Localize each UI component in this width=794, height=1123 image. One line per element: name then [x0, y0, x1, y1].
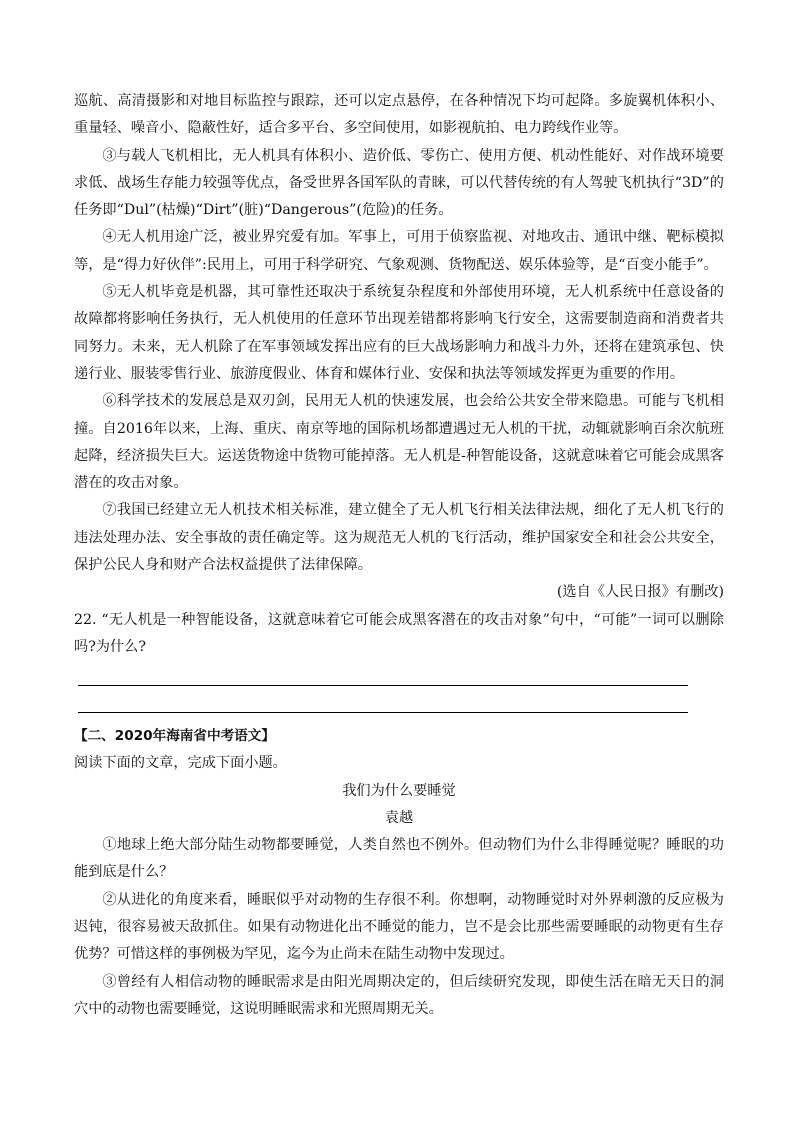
question-22: 22. “无人机是一种智能设备，这就意味着它可能会成黑客潜在的攻击对象”句中，“可能”一词可以删除吗?为什么? — [74, 611, 724, 655]
article2-title: 我们为什么要睡觉 — [342, 782, 456, 799]
answer-spacer — [74, 661, 724, 685]
article1-paragraph-6: ⑥科学技术的发展总是双刃剑，民用无人机的快速发展，也会给公共安全带来隐患。可能与飞机相撞。自2016年以来，上海、重庆、南京等地的国际机场都遭遇过无人机的干扰，动辄就影响百余次航班起降，经济损失巨大。运送货物途中货物可能掉落。无人机是-种智能设备，这就意味着它可能会成黑客潜在的攻击对象。 — [74, 393, 724, 492]
article2-paragraph-1: ①地球上绝大部分陆生动物都要睡觉，人类自然也不例外。但动物们为什么非得睡觉呢？睡眠的功能到底是什么？ — [74, 837, 724, 881]
article1-paragraph-4: ④无人机用途广泛，被业界究爱有加。军事上，可用于侦察监视、对地攻击、通讯中继、靶标模拟等，是“得力好伙伴”:民用上，可用于科学研究、气象观测、货物配送、娱乐体验等，是“百变小能手”。 — [74, 229, 724, 273]
answer-spacer-2 — [74, 686, 724, 712]
article2-paragraph-3: ③曾经有人相信动物的睡眠需求是由阳光周期决定的，但后续研究发现，即使生活在暗无天日的洞穴中的动物也需要睡觉，这说明睡眠需求和光照周期无关。 — [74, 973, 724, 1017]
document-page — [74, 88, 724, 1023]
article1-source: (选自《人民日报》有删改) — [556, 584, 724, 601]
section-spacer — [74, 713, 724, 723]
article2-author: 袁越 — [384, 809, 414, 826]
section2-instruction: 阅读下面的文章，完成下面小题。 — [74, 755, 287, 772]
article1-intro-paragraph: 巡航、高清摄影和对地目标监控与跟踪，还可以定点悬停，在各种情况下均可起降。多旋翼机体积小、重量轻、噪音小、隐蔽性好，适合多平台、多空间使用，如影视航拍、电力跨线作业等。 — [74, 93, 724, 137]
article1-paragraph-5: ⑤无人机毕竟是机器，其可靠性还取决于系统复杂程度和外部使用环境，无人机系统中任意设备的故障都将影响任务执行，无人机使用的任意环节出现差错都将影响飞行安全，这需要制造商和消费者共同努力。未来，无人机除了在军事领域发挥出应有的巨大战场影响力和战斗力外，还将在建筑承包、快递行业、服装零售行业、旅游度假业、体育和媒体行业、安保和执法等领域发挥更为重要的作用。 — [74, 284, 724, 382]
article1-paragraph-3: ③与载人飞机相比，无人机具有体积小、造价低、零伤亡、使用方便、机动性能好、对作战环境要求低、战场生存能力较强等优点，备受世界各国军队的青睐，可以代替传统的有人驾驶飞机执行“3D”的任务即“Dul”(枯燥)“Dirt”(脏)“Dangerous”(危险)的任务。 — [74, 147, 724, 219]
article2-paragraph-2: ②从进化的角度来看，睡眠似乎对动物的生存很不利。你想啊，动物睡觉时对外界刺激的反应极为迟钝，很容易被天敌抓住。如果有动物进化出不睡觉的能力，岂不是会比那些需要睡眠的动物更有生存优势？可惜这样的事例极为罕见，迄今为止尚未在陆生动物中发现过。 — [74, 891, 724, 963]
article1-paragraph-7: ⑦我国已经建立无人机技术相关标准，建立健全了无人机飞行相关法律法规，细化了无人机飞行的违法处理办法、安全事故的责任确定等。这为规范无人机的飞行活动，维护国家安全和社会公共安全，保护公民人身和财产合法权益提供了法律保障。 — [74, 502, 724, 574]
section2-heading: 【二、2020年海南省中考语文】 — [74, 728, 275, 745]
